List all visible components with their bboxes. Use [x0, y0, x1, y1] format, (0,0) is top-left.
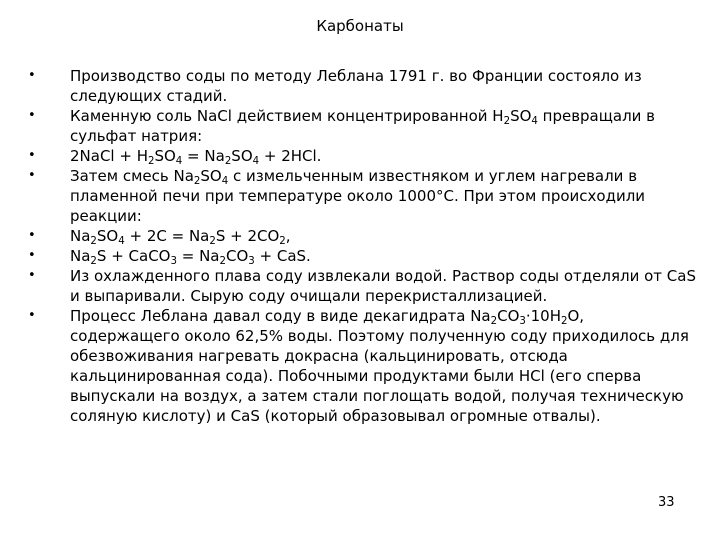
bullet-text [70, 306, 698, 426]
bullet-item [28, 266, 698, 306]
subscript: 2 [147, 155, 155, 167]
text-run: с измельченным известняком и углем нагревали в пламенной печи при температуре около 1000°С. При этом происходили реакции: [70, 167, 646, 225]
bullet-text [70, 166, 698, 226]
bullet-icon: • [28, 168, 36, 183]
text-run: Из охлажденного плава соду извлекали водой. Раствор соды отделяли от CaS и выпаривали. Сырую соду очищали перекристаллизацией. [70, 267, 696, 305]
bullet-text [70, 106, 698, 146]
subscript: 2 [279, 235, 286, 247]
subscript: 2 [561, 315, 568, 327]
bullet-icon: • [28, 228, 36, 243]
subscript: 3 [248, 255, 255, 267]
text-run: = Na [182, 147, 225, 165]
subscript: 2 [209, 235, 216, 247]
bullet-item [28, 146, 698, 166]
bullet-item [28, 166, 698, 226]
subscript: 4 [221, 175, 229, 187]
page-number: 33 [658, 495, 675, 510]
bullet-text [70, 146, 698, 166]
text-run: + CaS. [254, 247, 311, 265]
text-run: S + 2CO [215, 227, 280, 245]
bullet-item [28, 226, 698, 246]
subscript: 2 [224, 155, 232, 167]
text-run: Na [70, 247, 91, 265]
bullet-item [28, 246, 698, 266]
subscript: 3 [170, 255, 177, 267]
text-run: SO [231, 147, 253, 165]
text-run: ·10H [525, 307, 562, 325]
subscript: 4 [118, 235, 125, 247]
text-run: SO [510, 107, 532, 125]
bullet-icon: • [28, 68, 36, 83]
bullet-icon: • [28, 108, 36, 123]
subscript: 2 [219, 255, 226, 267]
text-run: CO [497, 307, 520, 325]
text-run: CO [225, 247, 249, 265]
bullet-item [28, 306, 698, 426]
text-run: 2NaCl + H [70, 147, 148, 165]
text-run: + 2HCl. [259, 147, 322, 165]
text-run: SO [154, 147, 176, 165]
subscript: 2 [503, 115, 511, 127]
text-run: Каменную соль NaCl действием концентрированной H [70, 107, 504, 125]
text-run: = Na [176, 247, 220, 265]
subscript: 4 [252, 155, 260, 167]
text-run: O, содержащего около 62,5% воды. Поэтому полученную соду приходилось для обезвоживания нагревать докрасна (кальцинировать, отсюда кальцинированная сода). Побочными продуктами были HCl (его сперва выпускали на воздух, а затем стали поглощать водой, получая техническую соляную кислоту) и CaS (который образовывал огромные отвалы). [70, 307, 689, 425]
text-run: Производство соды по методу Леблана 1791 г. во Франции состояло из следующих стадий. [70, 67, 642, 105]
subscript: 4 [175, 155, 183, 167]
text-run: SO [200, 167, 222, 185]
subscript: 2 [90, 255, 97, 267]
bullet-text [70, 226, 698, 246]
subscript: 4 [531, 115, 538, 127]
bullet-text [70, 66, 698, 106]
text-run: превращали в сульфат натрия: [70, 107, 656, 145]
bullet-icon: • [28, 148, 36, 163]
text-run: SO [96, 227, 119, 245]
bullet-item [28, 66, 698, 106]
text-run: Затем смесь Na [70, 167, 194, 185]
subscript: 2 [490, 315, 498, 327]
bullet-text [70, 266, 698, 306]
bullet-icon: • [28, 248, 36, 263]
subscript: 2 [90, 235, 97, 247]
bullet-icon: • [28, 308, 36, 323]
slide-title: Карбонаты [316, 17, 404, 35]
text-run: S + CaCO [96, 247, 171, 265]
text-run: , [285, 227, 291, 245]
subscript: 2 [193, 175, 201, 187]
subscript: 3 [519, 315, 526, 327]
text-run: Na [70, 227, 91, 245]
text-run: Процесс Леблана давал соду в виде декагидрата Na [70, 307, 491, 325]
bullet-list [28, 66, 698, 426]
bullet-text [70, 246, 698, 266]
text-run: + 2C = Na [124, 227, 210, 245]
bullet-icon: • [28, 268, 36, 283]
bullet-item [28, 106, 698, 146]
